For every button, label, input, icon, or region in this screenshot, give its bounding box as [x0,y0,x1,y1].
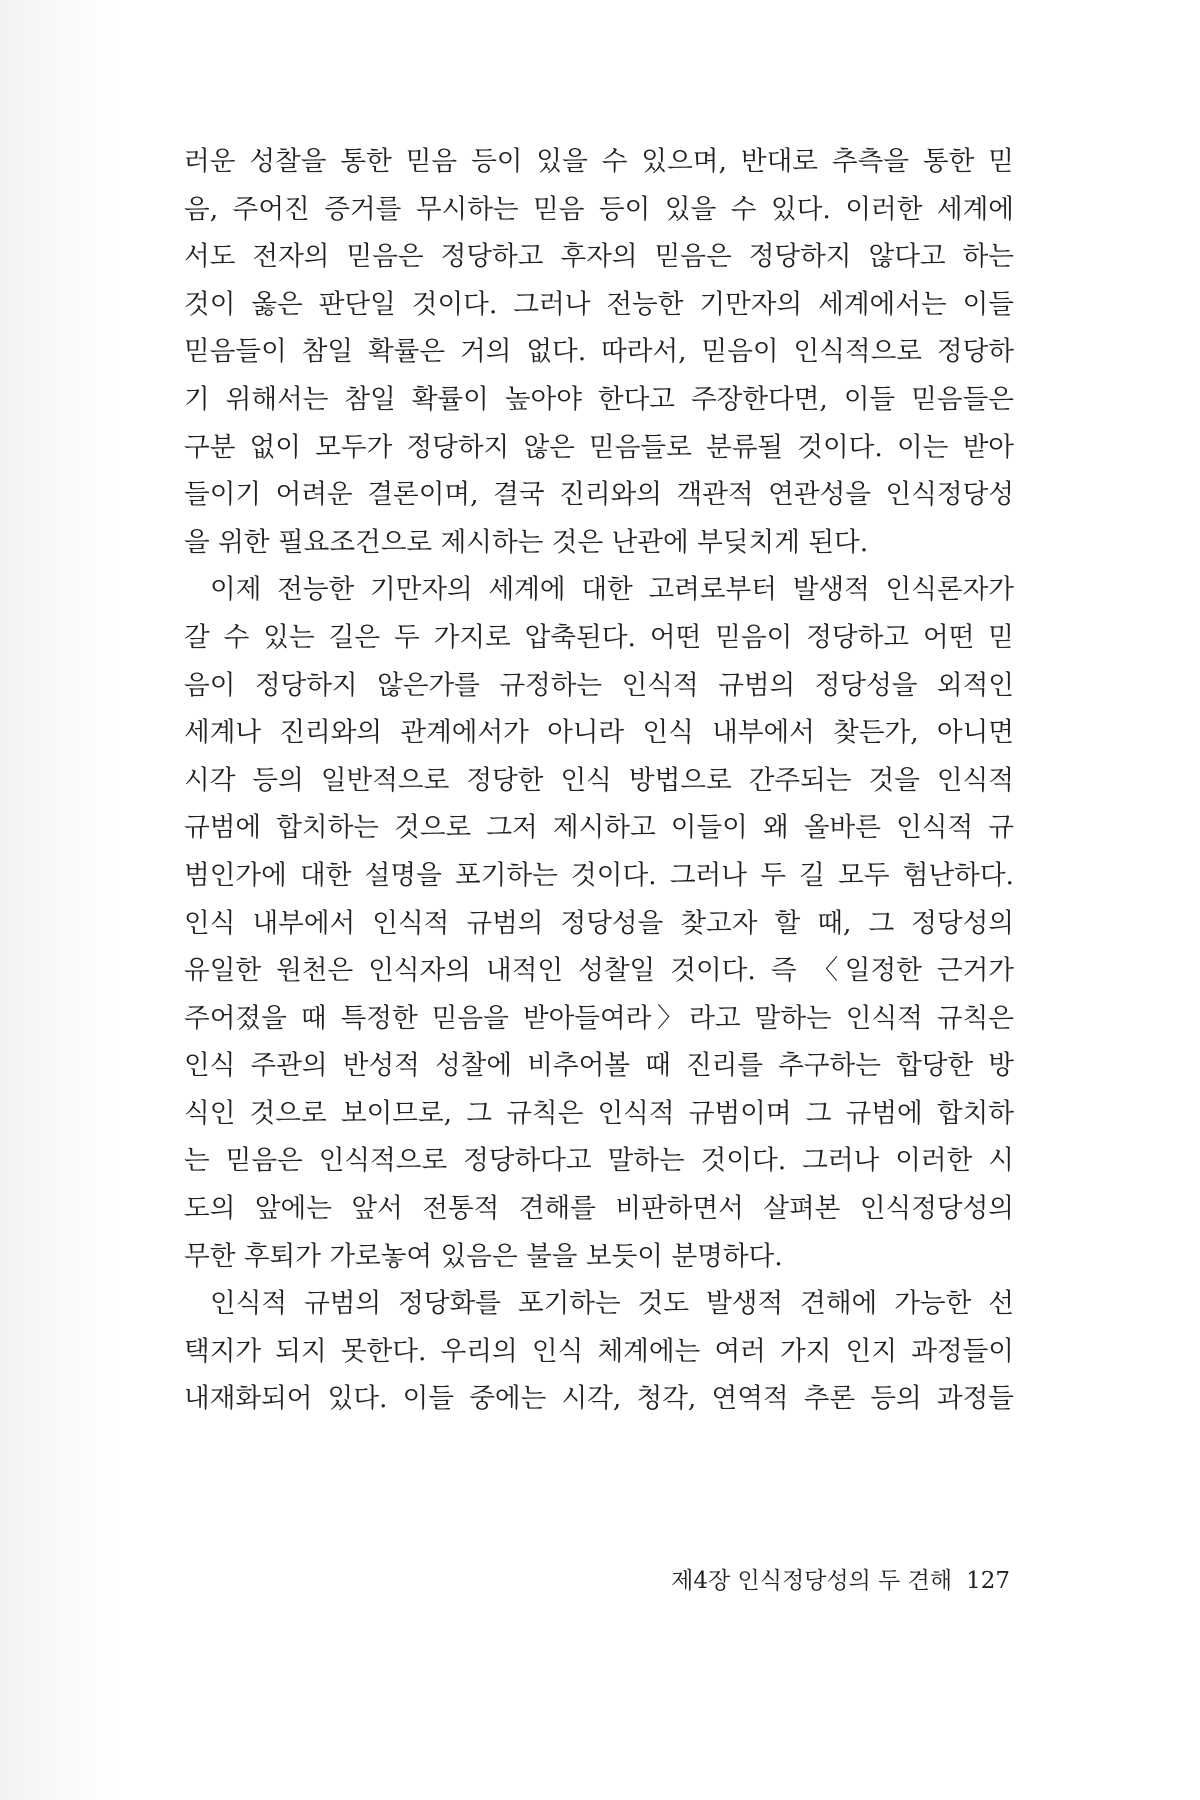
text-line: 규범에 합치하는 것으로 그저 제시하고 이들이 왜 올바른 인식적 규 [184,812,1014,844]
text-line: 도의 앞에는 앞서 전통적 견해를 비판하면서 살펴본 인식정당성의 [184,1193,1014,1225]
text-line: 유일한 원천은 인식자의 내적인 성찰일 것이다. 즉 〈일정한 근거가 [184,955,1014,987]
text-line: 무한 후퇴가 가로놓여 있음은 불을 보듯이 분명하다. [184,1240,783,1272]
text-line: 인식적 규범의 정당화를 포기하는 것도 발생적 견해에 가능한 선 [210,1288,1014,1320]
text-line: 서도 전자의 믿음은 정당하고 후자의 믿음은 정당하지 않다고 하는 [184,241,1014,273]
text-line: 택지가 되지 못한다. 우리의 인식 체계에는 여러 가지 인지 과정들이 [184,1335,1014,1367]
text-line: 음, 주어진 증거를 무시하는 믿음 등이 있을 수 있다. 이러한 세계에 [184,193,1014,225]
text-line: 이제 전능한 기만자의 세계에 대한 고려로부터 발생적 인식론자가 [210,574,1014,606]
text-line: 인식 주관의 반성적 성찰에 비추어볼 때 진리를 추구하는 합당한 방 [184,1050,1014,1082]
text-line: 러운 성찰을 통한 믿음 등이 있을 수 있으며, 반대로 추측을 통한 믿 [184,146,1014,177]
text-line: 식인 것으로 보이므로, 그 규칙은 인식적 규범이며 그 규범에 합치하 [184,1097,1014,1129]
text-line: 믿음들이 참일 확률은 거의 없다. 따라서, 믿음이 인식적으로 정당하 [184,336,1014,368]
chapter-title: 제4장 인식정당성의 두 견해 [671,1568,953,1594]
text-line: 음이 정당하지 않은가를 규정하는 인식적 규범의 정당성을 외적인 [184,669,1014,701]
text-line: 는 믿음은 인식적으로 정당하다고 말하는 것이다. 그러나 이러한 시 [184,1145,1014,1177]
text-line: 을 위한 필요조건으로 제시하는 것은 난관에 부딪치게 된다. [184,526,869,558]
body-text [184,138,1014,1423]
text-line: 내재화되어 있다. 이들 중에는 시각, 청각, 연역적 추론 등의 과정들 [184,1383,1014,1415]
text-line: 것이 옳은 판단일 것이다. 그러나 전능한 기만자의 세계에서는 이들 [184,288,1014,320]
paragraph-3 [184,1280,1014,1423]
text-line: 기 위해서는 참일 확률이 높아야 한다고 주장한다면, 이들 믿음들은 [184,383,1014,415]
page-binding-shadow [0,0,120,1800]
text-line: 갈 수 있는 길은 두 가지로 압축된다. 어떤 믿음이 정당하고 어떤 믿 [184,621,1014,653]
page-number: 127 [966,1568,1010,1594]
text-line: 세계나 진리와의 관계에서가 아니라 인식 내부에서 찾든가, 아니면 [184,717,1014,749]
text-line: 구분 없이 모두가 정당하지 않은 믿음들로 분류될 것이다. 이는 받아 [184,431,1014,463]
text-line: 인식 내부에서 인식적 규범의 정당성을 찾고자 할 때, 그 정당성의 [184,907,1014,939]
paragraph-2 [184,566,1014,1280]
text-line: 주어졌을 때 특정한 믿음을 받아들여라〉라고 말하는 인식적 규칙은 [184,1002,1014,1034]
text-line: 시각 등의 일반적으로 정당한 인식 방법으로 간주되는 것을 인식적 [184,764,1014,796]
running-footer [590,1562,1010,1595]
paragraph-1 [184,138,1014,566]
text-line: 들이기 어려운 결론이며, 결국 진리와의 객관적 연관성을 인식정당성 [184,479,1014,511]
text-line: 범인가에 대한 설명을 포기하는 것이다. 그러나 두 길 모두 험난하다. [184,859,1014,891]
